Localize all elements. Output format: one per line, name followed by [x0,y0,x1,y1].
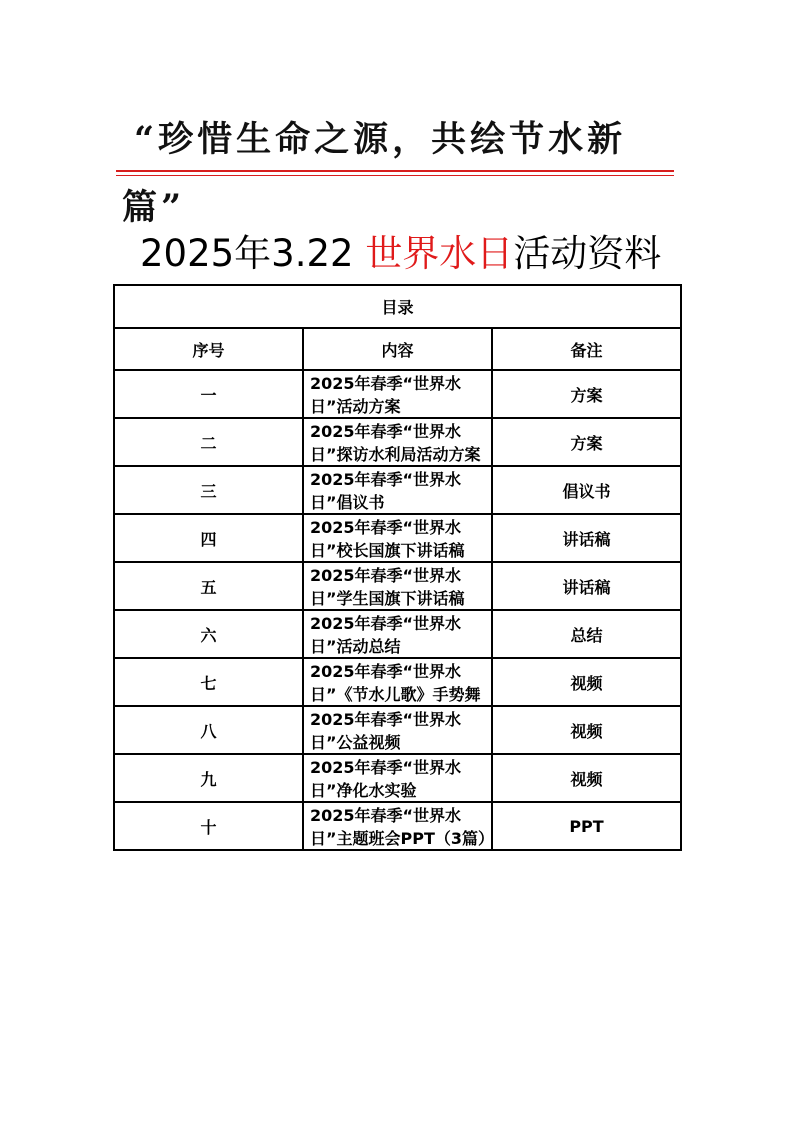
row-content: 2025年春季“世界水日”主题班会PPT（3篇） [303,802,492,850]
red-divider-line-thin [116,175,674,176]
table-row [114,754,681,802]
row-number: 八 [114,706,303,754]
toc-table [113,284,682,851]
row-number: 七 [114,658,303,706]
row-note: 方案 [492,418,681,466]
red-divider-line [116,170,674,172]
banner-title: “珍惜生命之源，共绘节水新篇” [122,119,627,228]
toc-caption: 目录 [114,285,681,328]
row-number: 三 [114,466,303,514]
row-note: 视频 [492,706,681,754]
table-row [114,802,681,850]
row-content: 2025年春季“世界水日”校长国旗下讲话稿 [303,514,492,562]
row-note: 讲话稿 [492,562,681,610]
row-note: 视频 [492,754,681,802]
heading-suffix: 活动资料 [513,232,662,275]
row-number: 九 [114,754,303,802]
row-content: 2025年春季“世界水日”倡议书 [303,466,492,514]
row-content: 2025年春季“世界水日”活动方案 [303,370,492,418]
row-content: 2025年春季“世界水日”活动总结 [303,610,492,658]
table-row [114,562,681,610]
table-row [114,514,681,562]
column-header-number: 序号 [114,328,303,370]
column-header-content: 内容 [303,328,492,370]
table-row [114,706,681,754]
row-note: 方案 [492,370,681,418]
row-content: 2025年春季“世界水日”探访水利局活动方案 [303,418,492,466]
toc-header-row [114,328,681,370]
row-number: 一 [114,370,303,418]
row-content: 2025年春季“世界水日”公益视频 [303,706,492,754]
row-note: PPT [492,802,681,850]
row-note: 视频 [492,658,681,706]
table-row [114,610,681,658]
row-content: 2025年春季“世界水日”学生国旗下讲话稿 [303,562,492,610]
heading-accent: 世界水日 [365,232,514,275]
row-note: 讲话稿 [492,514,681,562]
row-number: 四 [114,514,303,562]
table-row [114,658,681,706]
table-row [114,418,681,466]
row-content: 2025年春季“世界水日”净化水实验 [303,754,492,802]
heading-prefix: 2025年3.22 [140,232,366,275]
row-number: 二 [114,418,303,466]
document-heading [140,226,700,282]
table-row [114,370,681,418]
row-note: 总结 [492,610,681,658]
column-header-note: 备注 [492,328,681,370]
row-content: 2025年春季“世界水日”《节水儿歌》手势舞 [303,658,492,706]
table-row [114,466,681,514]
row-number: 五 [114,562,303,610]
row-note: 倡议书 [492,466,681,514]
toc-caption-row [114,285,681,328]
toc-body [114,370,681,850]
row-number: 六 [114,610,303,658]
row-number: 十 [114,802,303,850]
